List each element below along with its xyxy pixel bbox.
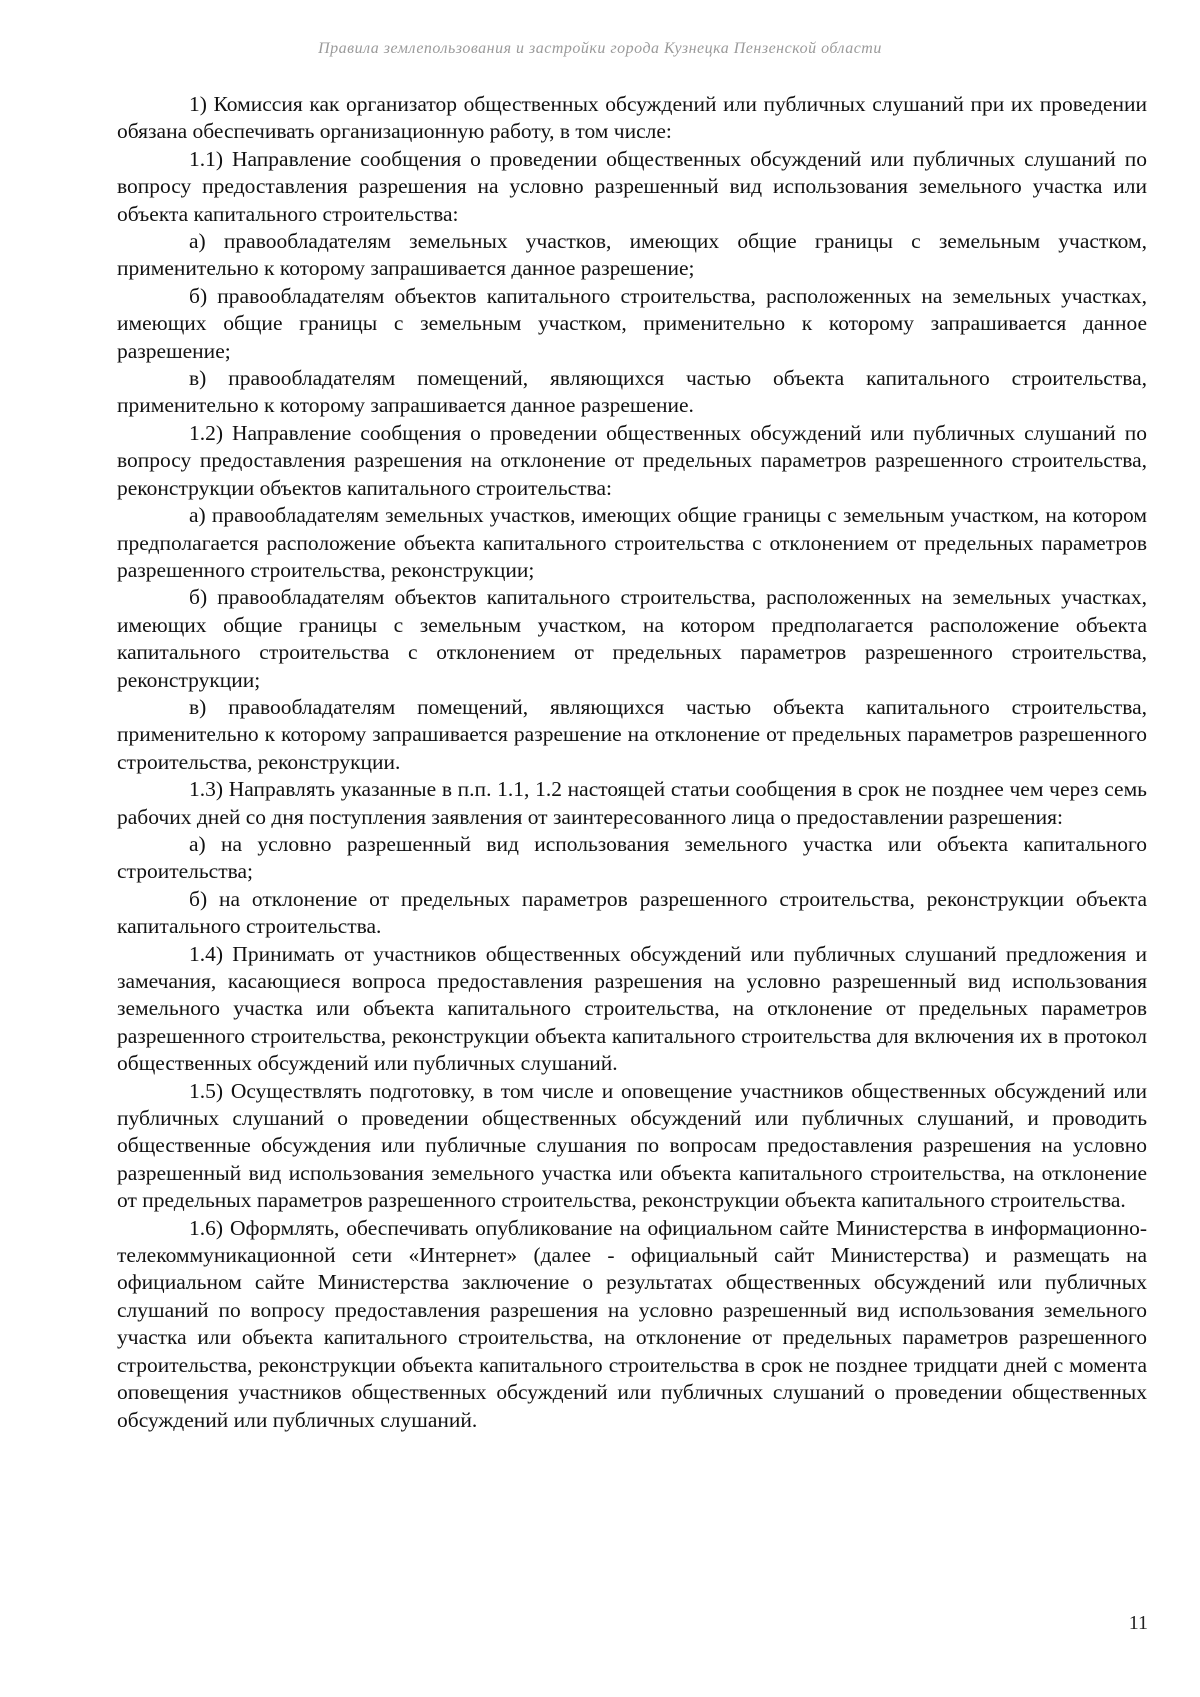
paragraph-1-3-a: а) на условно разрешенный вид использования земельного участка или объекта капитального строительства; [117, 831, 1147, 884]
paragraph-1-3: 1.3) Направлять указанные в п.п. 1.1, 1.2 настоящей статьи сообщения в срок не позднее чем через семь рабочих дней со дня поступления заявления от заинтересованного лица о предоставлении разрешения: [117, 777, 1147, 829]
paragraph-1-5: 1.5) Осуществлять подготовку, в том числе и оповещение участников общественных обсуждений или публичных слушаний о проведении общественных обсуждений или публичных слушаний, и проводить общественные обсуждения или публичные слушания по вопросам предоставления разрешения на условно разрешенный вид использования земельного участка или объекта капитального строительства, на отклонение от предельных параметров разрешенного строительства, реконструкции объекта капитального строительства. [117, 1078, 1147, 1213]
paragraph-1-2-v: в) правообладателям помещений, являющихся частью объекта капитального строительства, применительно к которому запрашивается разрешение на отклонение от предельных параметров разрешенного строительства, реконструкции. [117, 694, 1147, 774]
paragraph-1-2-a: а) правообладателям земельных участков, имеющих общие границы с земельным участком, на котором предполагается расположение объекта капитального строительства с отклонением от предельных параметров разрешенного строительства, реконструкции; [117, 503, 1147, 582]
paragraph-1-1: 1.1) Направление сообщения о проведении общественных обсуждений или публичных слушаний по вопросу предоставления разрешения на условно разрешенный вид использования земельного участка или объекта капитального строительства: [117, 146, 1147, 226]
paragraph-1-6: 1.6) Оформлять, обеспечивать опубликование на официальном сайте Министерства в информационно-телекоммуникационной сети «Интернет» (далее - официальный сайт Министерства) и размещать на официальном сайте Министерства заключение о результатах общественных обсуждений или публичных слушаний по вопросу предоставления разрешения на условно разрешенный вид использования земельного участка или объекта капитального строительства, на отклонение от предельных параметров разрешенного строительства, реконструкции объекта капитального строительства в срок не позднее тридцати дней с момента оповещения участников общественных обсуждений или публичных слушаний о проведении общественных обсуждений или публичных слушаний. [117, 1215, 1147, 1432]
paragraph-1-2: 1.2) Направление сообщения о проведении общественных обсуждений или публичных слушаний по вопросу предоставления разрешения на отклонение от предельных параметров разрешенного строительства, реконструкции объектов капитального строительства: [117, 420, 1147, 500]
paragraph-1: 1) Комиссия как организатор общественных обсуждений или публичных слушаний при их проведении обязана обеспечивать организационную работу, в том числе: [117, 92, 1147, 144]
paragraph-1-4: 1.4) Принимать от участников общественных обсуждений или публичных слушаний предложения и замечания, касающиеся вопроса предоставления разрешения на условно разрешенный вид использования земельного участка или объекта капитального строительства, на отклонение от предельных параметров разрешенного строительства, реконструкции объекта капитального строительства для включения их в протокол общественных обсуждений или публичных слушаний. [117, 941, 1147, 1076]
paragraph-1-3-b: б) на отклонение от предельных параметров разрешенного строительства, реконструкции объекта капитального строительства. [117, 886, 1147, 939]
running-header: Правила землепользования и застройки города Кузнецка Пензенской области [318, 40, 882, 57]
paragraph-1-2-b: б) правообладателям объектов капитального строительства, расположенных на земельных участках, имеющих общие границы с земельным участком, на котором предполагается расположение объекта капитального строительства с отклонением от предельных параметров разрешенного строительства, реконструкции; [117, 585, 1147, 692]
document-body [117, 91, 1147, 1434]
page-number: 11 [1128, 1612, 1148, 1634]
paragraph-1-1-b: б) правообладателям объектов капитального строительства, расположенных на земельных участках, имеющих общие границы с земельным участком, применительно к которому запрашивается данное разрешение; [117, 283, 1147, 363]
paragraph-1-1-v: в) правообладателям помещений, являющихся частью объекта капитального строительства, применительно к которому запрашивается данное разрешение. [117, 366, 1147, 418]
paragraph-1-1-a: а) правообладателям земельных участков, имеющих общие границы с земельным участком, применительно к которому запрашивается данное разрешение; [117, 229, 1147, 281]
